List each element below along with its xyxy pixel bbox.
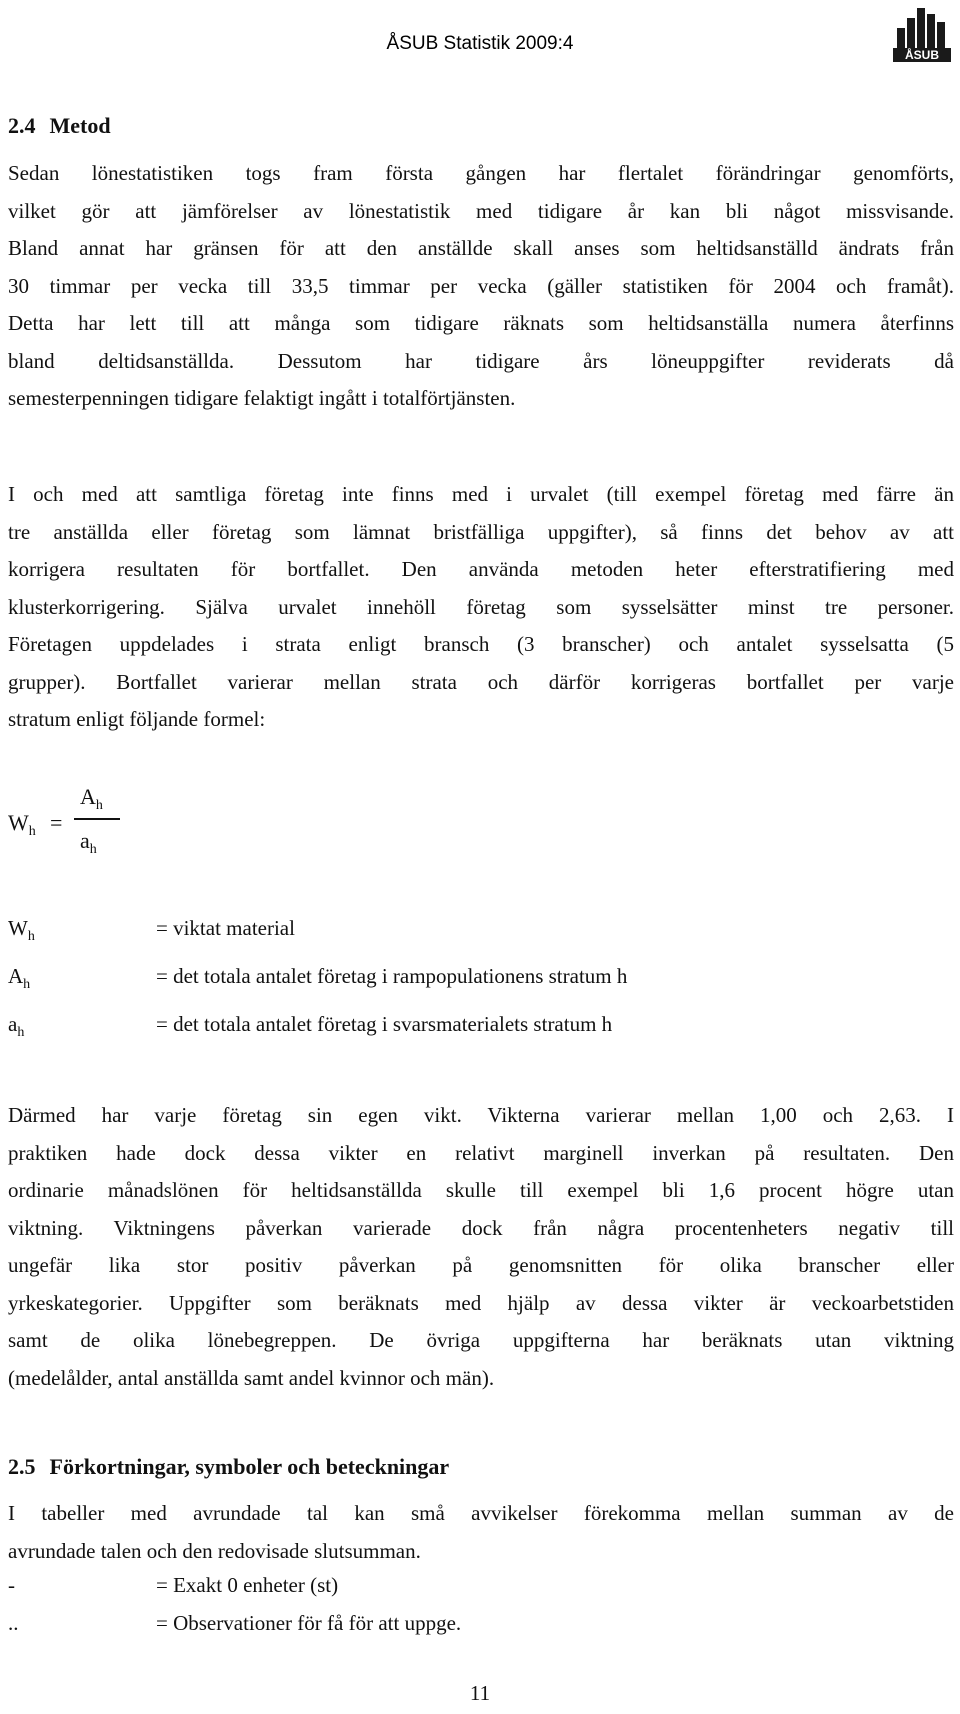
- text-line: stratum enligt följande formel:: [8, 707, 266, 731]
- text-line: praktiken hade dock dessa vikter en relativt marginell inverkan på resultaten. Den: [8, 1140, 954, 1165]
- formula-numerator: $A_h$: [80, 784, 103, 813]
- logo-text: ÅSUB: [904, 48, 940, 62]
- paragraph-weights: [8, 1097, 954, 1397]
- section-heading-2-5: [8, 1454, 449, 1480]
- text-line: avrundade talen och den redovisade slutsumman.: [8, 1538, 421, 1563]
- header-title: ÅSUB Statistik 2009:4: [386, 33, 574, 54]
- section-title: Metod: [49, 113, 111, 138]
- abbreviation-row: [8, 1573, 908, 1603]
- section-number: 2.5: [8, 1454, 36, 1479]
- text-line: I och med att samtliga företag inte finns med i urvalet (till exempel företag med färre än: [8, 482, 954, 506]
- text-line: Bland annat har gränsen för att den anställde skall anses som heltidsanställd ändrats från: [8, 236, 954, 260]
- asub-logo: [893, 6, 951, 64]
- abbreviation-symbol: -: [8, 1573, 15, 1597]
- text-line: semesterpenningen tidigare felaktigt ingått i totalförtjänsten.: [8, 386, 516, 410]
- definition-row: [8, 1012, 908, 1042]
- text-line: ordinarie månadslönen för heltidsanställda skulle till exempel bli 1,6 procent högre utan: [8, 1178, 954, 1202]
- text-line: grupper). Bortfallet varierar mellan strata och därför korrigeras bortfallet per varje: [8, 669, 954, 694]
- paragraph-rounding: [8, 1495, 954, 1570]
- section-title: Förkortningar, symboler och beteckningar: [49, 1454, 450, 1479]
- text-line: Därmed har varje företag sin egen vikt. Vikterna varierar mellan 1,00 och 2,63. I: [8, 1103, 954, 1127]
- abbreviation-row: [8, 1611, 908, 1641]
- text-line: vilket gör att jämförelser av lönestatistik med tidigare år kan bli något missvisande.: [8, 198, 954, 223]
- formula-denominator: $a_h$: [80, 828, 97, 857]
- text-line: Detta har lett till att många som tidigare räknats som heltidsanställa numera återfinns: [8, 311, 954, 335]
- formula-equals: =: [50, 810, 63, 835]
- text-line: korrigera resultaten för bortfallet. Den använda metoden heter efterstratifiering med: [8, 557, 954, 581]
- abbreviation-text: = Observationer för få för att uppge.: [156, 1611, 462, 1635]
- definition-symbol: $a_h$: [8, 1012, 25, 1040]
- text-line: yrkeskategorier. Uppgifter som beräknats med hjälp av dessa vikter är veckoarbetstiden: [8, 1290, 954, 1315]
- definition-row: [8, 964, 908, 994]
- text-line: tre anställda eller företag som lämnat bristfälliga uppgifter), så finns det behov av att: [8, 519, 954, 544]
- definition-row: [8, 916, 908, 946]
- text-line: I tabeller med avrundade tal kan små avvikelser förekomma mellan summan av de: [8, 1501, 954, 1525]
- abbreviation-text: = Exakt 0 enheter (st): [156, 1573, 339, 1597]
- section-number: 2.4: [8, 113, 36, 138]
- text-line: Sedan lönestatistiken togs fram första gången har flertalet förändringar genomförts,: [8, 161, 954, 185]
- text-line: samt de olika lönebegreppen. De övriga uppgifterna har beräknats utan viktning: [8, 1328, 954, 1352]
- paragraph-method-intro: [8, 155, 954, 418]
- abbreviation-symbol: ..: [8, 1611, 19, 1635]
- fraction-bar: [74, 818, 120, 820]
- text-line: (medelålder, antal anställda samt andel kvinnor och män).: [8, 1365, 495, 1390]
- formula-lhs: $W_h$: [8, 810, 36, 839]
- definition-text: = viktat material: [156, 916, 295, 940]
- definition-symbol: $W_h$: [8, 916, 35, 944]
- text-line: bland deltidsanställda. Dessutom har tidigare års löneuppgifter reviderats då: [8, 348, 954, 373]
- definition-text: = det totala antalet företag i rampopulationens stratum h: [156, 964, 628, 988]
- paragraph-method-sampling: [8, 476, 954, 739]
- text-line: viktning. Viktningens påverkan varierade dock från några procentenheters negativ till: [8, 1215, 954, 1240]
- text-line: 30 timmar per vecka till 33,5 timmar per vecka (gäller statistiken för 2004 och framåt).: [8, 273, 954, 298]
- definition-text: = det totala antalet företag i svarsmaterialets stratum h: [156, 1012, 613, 1036]
- definition-symbol: $A_h$: [8, 964, 31, 992]
- section-heading-2-4: [8, 113, 111, 139]
- weight-formula: [8, 778, 148, 858]
- text-line: ungefär lika stor positiv påverkan på genomsnitten för olika branscher eller: [8, 1253, 954, 1277]
- page-number: 11: [469, 1681, 491, 1705]
- text-line: Företagen uppdelades i strata enligt bransch (3 branscher) och antalet sysselsatta (5: [8, 632, 954, 656]
- text-line: klusterkorrigering. Själva urvalet innehöll företag som sysselsätter minst tre personer.: [8, 594, 954, 619]
